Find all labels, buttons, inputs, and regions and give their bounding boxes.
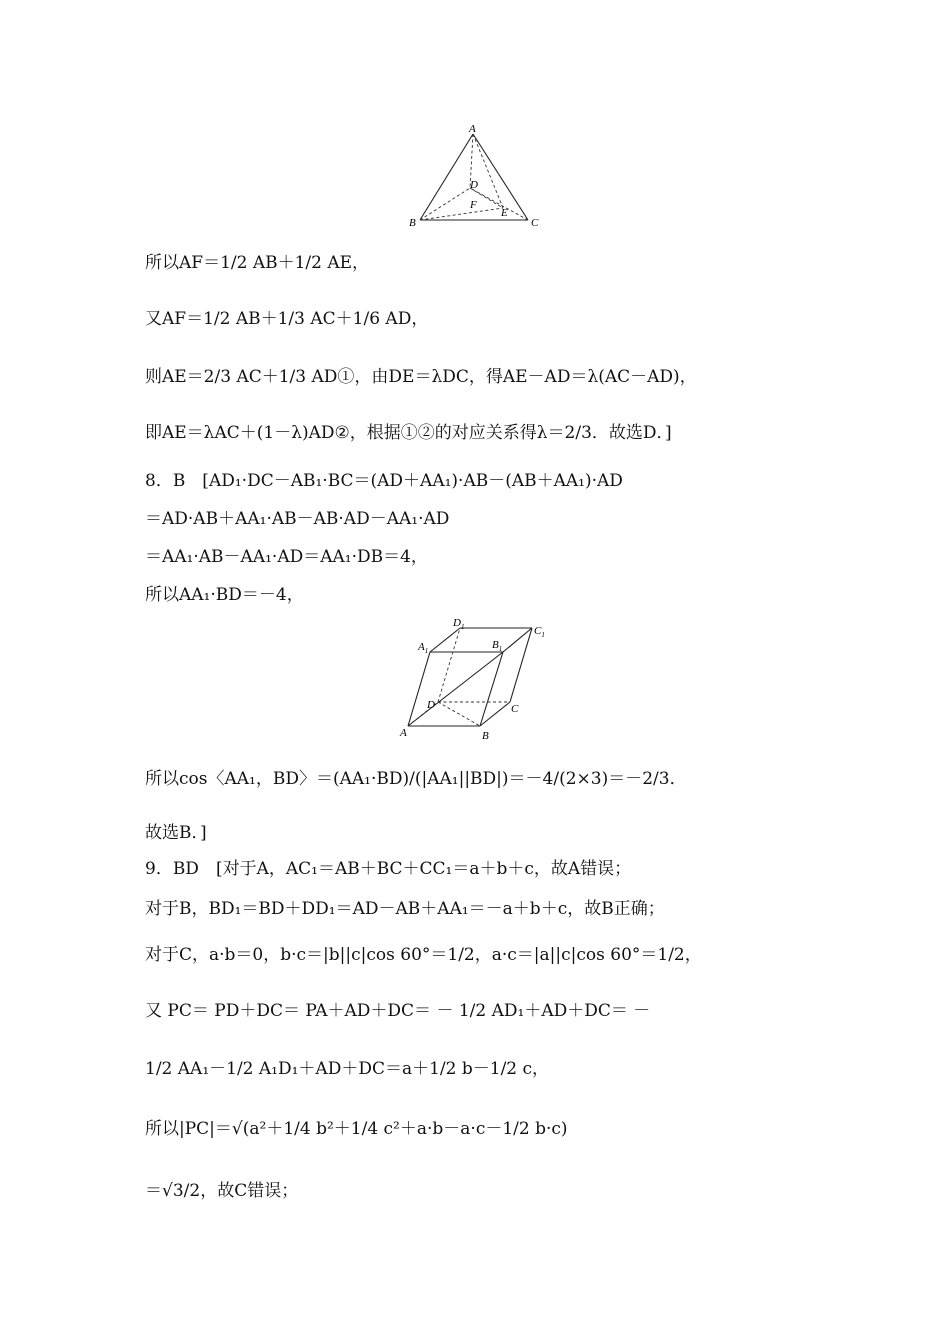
- parallelepiped-figure: [398, 614, 558, 744]
- label-a: A: [469, 123, 476, 135]
- label-b: B: [409, 217, 416, 229]
- text-line-10: 9．BD [对于A，AC₁＝AB＋BC＋CC₁＝a＋b＋c，故A错误；: [145, 859, 632, 879]
- diagonal-db: [438, 702, 480, 726]
- edge-dd1: [438, 628, 460, 702]
- label-c: C: [531, 217, 539, 229]
- label-c: C: [511, 703, 519, 715]
- edge-bb1: [480, 652, 503, 726]
- label-c1: $C_1$: [534, 625, 545, 639]
- edge-aa1: [408, 652, 430, 726]
- text-line-12: 对于C，a·b＝0，b·c＝|b||c|cos 60°＝1/2，a·c＝|a||c|cos 60°＝1/2，: [145, 945, 702, 965]
- label-a1: $A_1$: [418, 641, 429, 655]
- text-line-2: 则AE＝2/3 AC＋1/3 AD①，由DE＝λDC，得AE－AD＝λ(AC－AD)，: [145, 367, 697, 387]
- edge-b1c1: [503, 628, 532, 652]
- label-e: E: [501, 207, 508, 219]
- label-b: B: [482, 730, 489, 742]
- text-line-5: ＝AD·AB＋AA₁·AB－AB·AD－AA₁·AD: [145, 509, 450, 529]
- label-f: F: [470, 199, 477, 211]
- label-d: D: [470, 179, 478, 191]
- edge-bd: [420, 188, 470, 220]
- segment-ae: [473, 134, 503, 208]
- text-line-6: ＝AA₁·AB－AA₁·AD＝AA₁·DB＝4，: [145, 547, 428, 567]
- tetrahedron-figure: [400, 118, 550, 236]
- text-line-15: 所以|PC|＝√(a²＋1/4 b²＋1/4 c²＋a·b－a·c－1/2 b·c): [145, 1119, 568, 1139]
- text-line-3: 即AE＝λAC＋(1－λ)AD②，根据①②的对应关系得λ＝2/3．故选D．]: [145, 423, 672, 443]
- text-line-8: 所以cos〈AA₁，BD〉＝(AA₁·BD)/(|AA₁||BD|)＝－4/(2×3)＝－2/3．: [145, 769, 687, 789]
- text-line-14: 1/2 AA₁－1/2 A₁D₁＋AD＋DC＝a＋1/2 b－1/2 c，: [145, 1059, 550, 1079]
- text-line-9: 故选B．]: [145, 823, 207, 843]
- text-line-4: 8．B [AD₁·DC－AB₁·BC＝(AD＋AA₁)·AB－(AB＋AA₁)·AD: [145, 471, 623, 491]
- label-d: D: [427, 699, 435, 711]
- label-b1: $B_1$: [492, 639, 503, 653]
- text-line-13: 又 PC＝ PD＋DC＝ PA＋AD＋DC＝ － 1/2 AD₁＋AD＋DC＝ －: [145, 1001, 651, 1021]
- text-line-1: 又AF＝1/2 AB＋1/3 AC＋1/6 AD，: [145, 309, 429, 329]
- text-line-7: 所以AA₁·BD＝－4，: [145, 585, 304, 605]
- label-d1: $D_1$: [453, 617, 465, 631]
- edge-a1d1: [430, 628, 460, 652]
- edge-cc1: [510, 628, 532, 702]
- segment-be: [420, 208, 503, 220]
- text-line-16: ＝√3/2，故C错误；: [145, 1181, 299, 1201]
- label-a: A: [400, 727, 407, 739]
- edge-ab: [420, 134, 473, 220]
- edge-bc: [480, 702, 510, 726]
- text-line-11: 对于B，BD₁＝BD＋DD₁＝AD－AB＋AA₁＝－a＋b＋c，故B正确；: [145, 899, 665, 919]
- edge-cd: [470, 188, 528, 220]
- text-line-0: 所以AF＝1/2 AB＋1/2 AE，: [145, 253, 370, 273]
